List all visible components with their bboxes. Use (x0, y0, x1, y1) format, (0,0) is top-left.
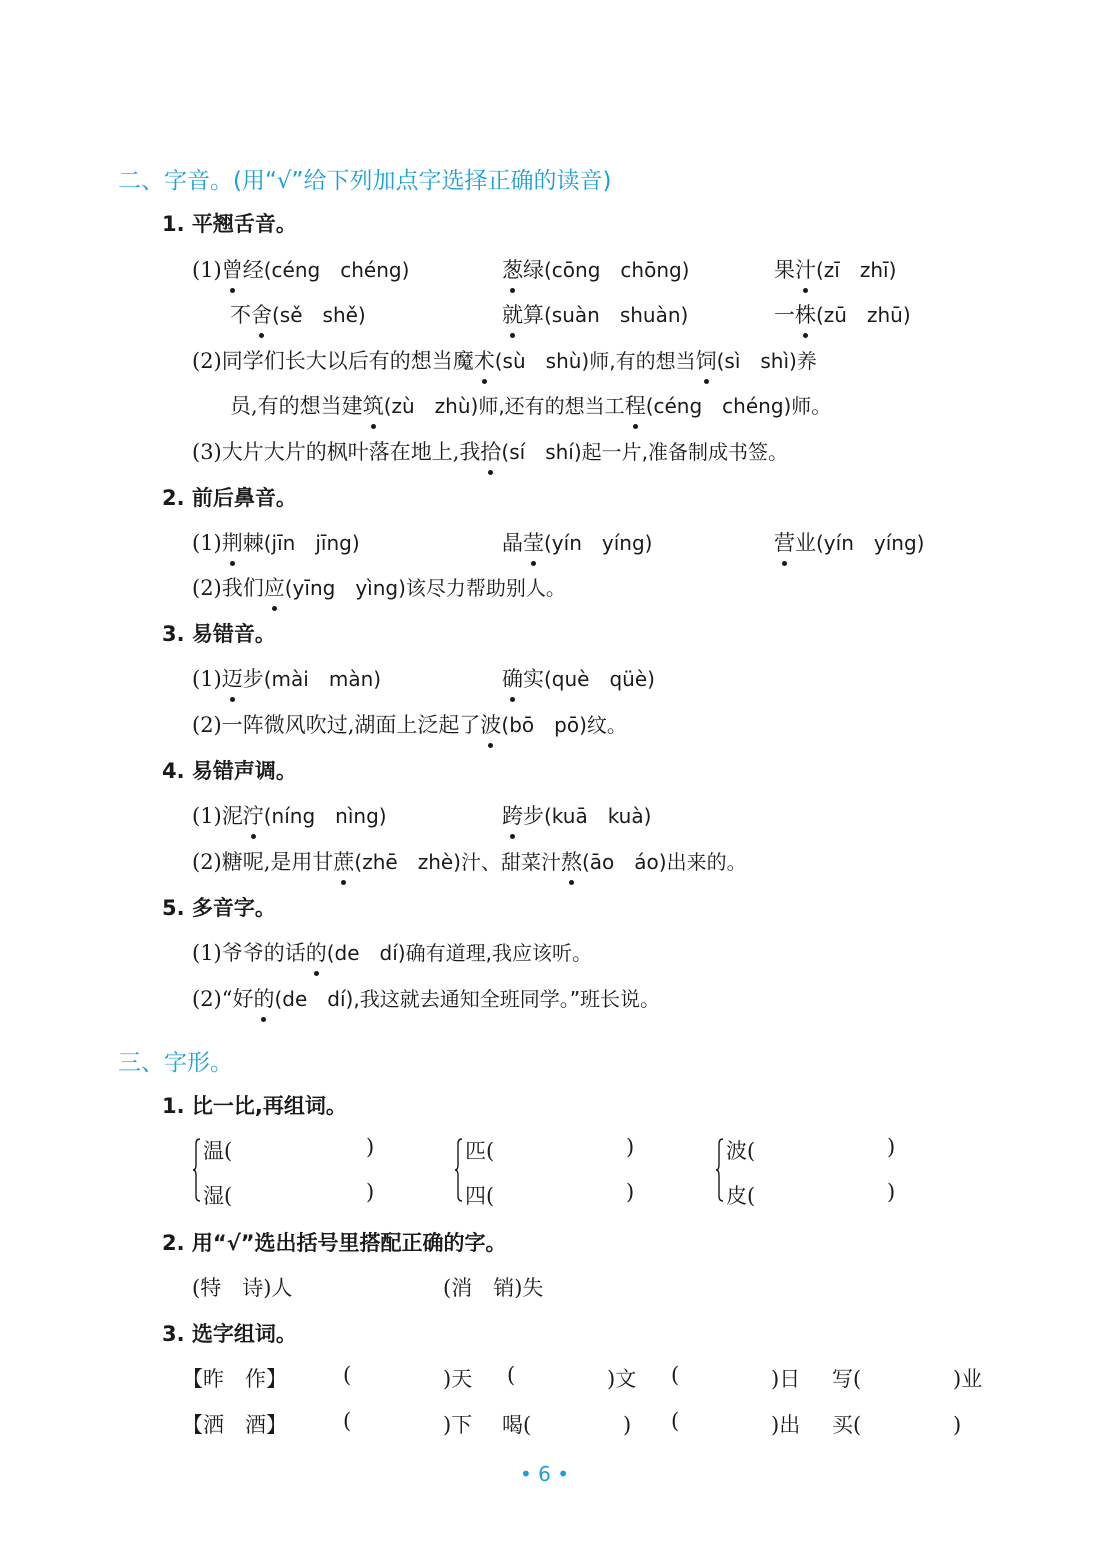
s3-r1-item2: 确实(què qüè) (502, 663, 655, 693)
s4-line2: (2)糖呢,是用甘蔗(zhē zhè)汁、甜菜汁熬(āo áo)出来的。 (192, 846, 747, 876)
subsection-3-title: 3. 易错音。 (162, 622, 276, 646)
pair1-top-close: ) (366, 1135, 375, 1159)
row1-blank-4-open: 写( (832, 1367, 862, 1391)
s2-line2: (2)我们应(yīng yìng)该尽力帮助别人。 (192, 572, 566, 602)
subsection-4-title: 4. 易错声调。 (162, 759, 297, 783)
pair1-bottom[interactable]: 湿( (203, 1184, 233, 1208)
brace-icon (455, 1138, 463, 1202)
row1-blank-2-open: ( (507, 1363, 516, 1387)
pair1-top[interactable]: 温( (203, 1139, 233, 1163)
row1-blank-3-open: ( (671, 1363, 680, 1387)
row2-blank-1[interactable]: )下 (380, 1413, 473, 1437)
s1-r1-item1: (1)曾经(céng chéng) (192, 254, 409, 284)
row1-blank-2[interactable]: )文 (544, 1367, 637, 1391)
section-3-title: 三、字形。 (118, 1050, 233, 1076)
row2-blank-4[interactable]: ) (890, 1413, 962, 1437)
s1-r2-item3: 一株(zū zhū) (774, 299, 911, 329)
row1-blank-1[interactable]: )天 (380, 1367, 473, 1391)
row2-blank-1-open: ( (343, 1409, 352, 1433)
s1-line3: (3)大片大片的枫叶落在地上,我拾(sí shí)起一片,准备制成书签。 (192, 436, 788, 466)
subsection-5-title: 5. 多音字。 (162, 896, 276, 920)
row2-blank-2[interactable]: ) (560, 1413, 632, 1437)
choice-item-2[interactable]: (消 销)失 (443, 1276, 544, 1300)
sec3-subsection-2-title: 2. 用“√”选出括号里搭配正确的字。 (162, 1231, 507, 1255)
s3-r1-item1: (1)迈步(mài màn) (192, 663, 381, 693)
brace-icon (716, 1138, 724, 1202)
row2-blank-2-open: 喝( (502, 1413, 532, 1437)
subsection-2-title: 2. 前后鼻音。 (162, 486, 297, 510)
pair3-top-close: ) (887, 1135, 896, 1159)
row1-blank-1-open: ( (343, 1363, 352, 1387)
pair1-bottom-close: ) (366, 1180, 375, 1204)
choice-item-1[interactable]: (特 诗)人 (192, 1276, 293, 1300)
s4-r1-item1: (1)泥泞(níng nìng) (192, 800, 387, 830)
s2-r1-item3: 营业(yín yíng) (774, 527, 924, 557)
pair2-bottom-close: ) (626, 1180, 635, 1204)
brace-icon (193, 1138, 201, 1202)
s1-line2b: 员,有的想当建筑(zù zhù)师,还有的想当工程(céng chéng)师。 (230, 390, 831, 420)
sec3-subsection-3-title: 3. 选字组词。 (162, 1322, 297, 1346)
row2-blank-4-open: 买( (832, 1413, 862, 1437)
row1-blank-3[interactable]: )日 (708, 1367, 801, 1391)
pair3-bottom-close: ) (887, 1180, 896, 1204)
row1-blank-4[interactable]: )业 (890, 1367, 983, 1391)
page-number: • 6 • (520, 1462, 570, 1486)
pair3-bottom[interactable]: 皮( (726, 1184, 756, 1208)
pair2-top-close: ) (626, 1135, 635, 1159)
s5-line1: (1)爷爷的话的(de dí)确有道理,我应该听。 (192, 937, 592, 967)
subsection-1-title: 1. 平翘舌音。 (162, 212, 297, 236)
pair2-bottom[interactable]: 四( (465, 1184, 495, 1208)
s1-line2a: (2)同学们长大以后有的想当魔术(sù shù)师,有的想当饲(sì shì)养 (192, 345, 817, 375)
s1-r2-item2: 就算(suàn shuàn) (502, 299, 688, 329)
row2-label: 【洒 酒】 (182, 1413, 287, 1437)
s1-r1-item3: 果汁(zī zhī) (774, 254, 896, 284)
sec3-subsection-1-title: 1. 比一比,再组词。 (162, 1094, 347, 1118)
s2-r1-item2: 晶莹(yín yíng) (502, 527, 652, 557)
pair3-top[interactable]: 波( (726, 1139, 756, 1163)
s5-line2: (2)“好的(de dí),我这就去通知全班同学。”班长说。 (192, 983, 660, 1013)
s4-r1-item2: 跨步(kuā kuà) (502, 800, 651, 830)
pair2-top[interactable]: 匹( (465, 1139, 495, 1163)
s1-r2-item1: 不舍(sě shě) (230, 299, 366, 329)
row2-blank-3[interactable]: )出 (708, 1413, 801, 1437)
row2-blank-3-open: ( (671, 1409, 680, 1433)
s1-r1-item2: 葱绿(cōng chōng) (502, 254, 690, 284)
s2-r1-item1: (1)荆棘(jīn jīng) (192, 527, 360, 557)
s3-line2: (2)一阵微风吹过,湖面上泛起了波(bō pō)纹。 (192, 709, 627, 739)
section-2-title: 二、字音。(用“√”给下列加点字选择正确的读音) (118, 168, 612, 194)
row1-label: 【昨 作】 (182, 1367, 287, 1391)
